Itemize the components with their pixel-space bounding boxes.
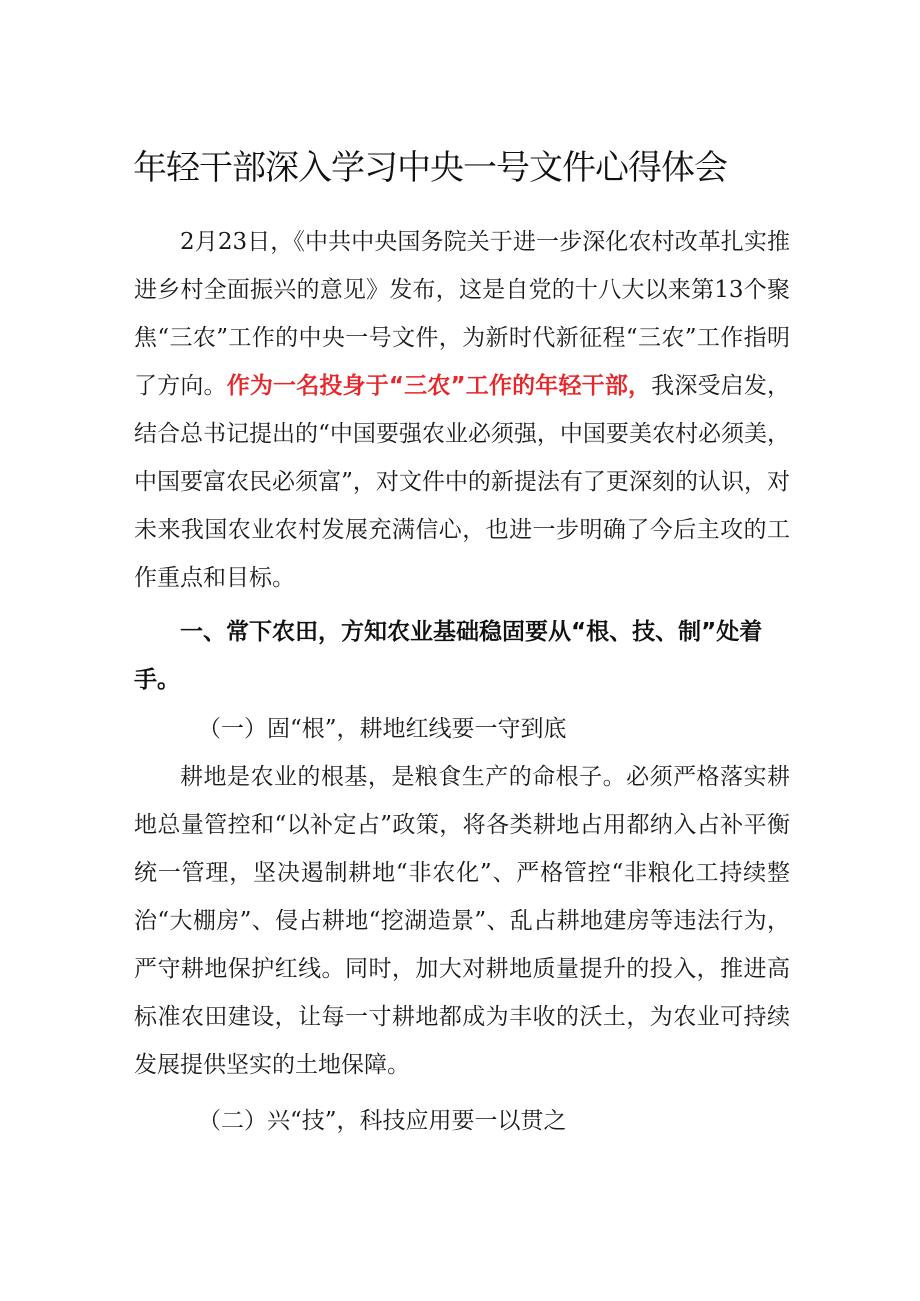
intro-text-part1: 2月23日，《中共中央国务院关于进一步深化农村改革扎实推进乡村全面振兴的意见》发布，这是自党的十八大以来第13个聚焦“三农”工作的中央一号文件，为新时代新征程“三农”工作指明了方向。 [134,229,790,399]
farmland-paragraph: 耕地是农业的根基，是粮食生产的命根子。必须严格落实耕地总量管控和“以补定占”政策，将各类耕地占用都纳入占补平衡统一管理，坚决遏制耕地“非农化”、严格管控“非粮化工持续整治“大棚房”、侵占耕地“挖湖造景”、乱占耕地建房等违法行为，严守耕地保护红线。同时，加大对耕地质量提升的投入，推进高标准农田建设，让每一寸耕地都成为丰收的沃土，为农业可持续发展提供坚实的土地保障。 [134,764,790,1078]
intro-text-part2: 我深受启发，结合总书记提出的“中国要强农业必须强，中国要美农村必须美，中国要富农民必须富”，对文件中的新提法有了更深刻的认识，对未来我国农业农村发展充满信心，也进一步明确了今后主攻的工作重点和目标。 [134,373,791,591]
subsection-heading-2: （二）兴“技”，科技应用要一以贯之 [198,1108,567,1134]
intro-paragraph [134,218,790,602]
document-title: 年轻干部深入学习中央一号文件心得体会 [133,148,727,188]
section-heading-1: 一、常下农田，方知农业基础稳固要从“根、技、制”处着手。 [134,619,763,693]
subsection-heading-1: （一）固“根”，耕地红线要一守到底 [198,716,567,742]
intro-emphasis: 作为一名投身于“三农”工作的年轻干部， [226,373,652,399]
